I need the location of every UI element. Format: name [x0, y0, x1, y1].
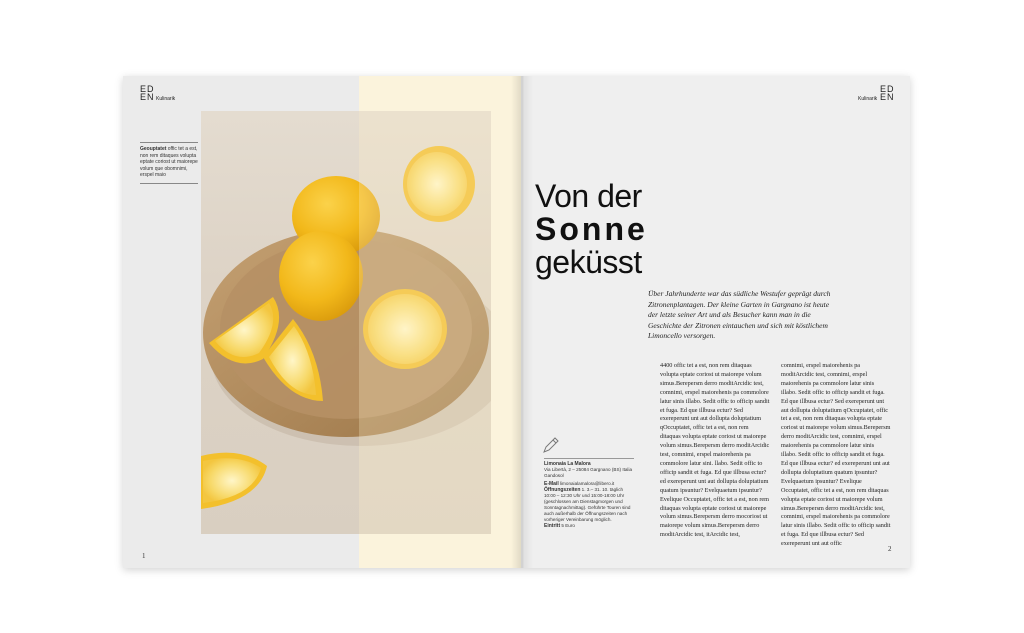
- article-intro: Über Jahrhunderte war das südliche Westufer geprägt durch Zitronenplantagen. Der kleine Garten in Gargnano ist heute der letzte seiner Art und als Besucher kann man in die Geschichte der Zitronen eintauchen und sich mit köstlichem Limoncello versorgen.: [648, 289, 831, 340]
- page-number-left: 1: [142, 552, 146, 560]
- left-page: [123, 76, 521, 568]
- info-email-label: E-Mail: [544, 481, 559, 487]
- sidebar-note: [140, 142, 198, 184]
- info-divider: [544, 458, 634, 459]
- info-hours-label: Öffnungszeiten: [544, 487, 581, 493]
- logo-line-1: ED: [880, 84, 895, 94]
- info-hours: 1. 3.– 31. 10. täglich 10:00 – 12:30 Uhr und 15:00-18:00 Uhr (geschlossen am Dienstagmorgen und Sonntagnachmittag). Geführte Touren sind auch außerhalb der Öffnungszeiten nach vorheriger Vereinbarung möglich.: [544, 487, 631, 522]
- logo-line-2: EN: [140, 92, 155, 102]
- info-box: [544, 458, 634, 529]
- pencil-icon: [542, 436, 560, 454]
- sidebar-note-text: offic tet a est, non rem ditaques volupta eptate coriost ut maiorepe volum que obomnimi, erspel maio: [140, 146, 198, 178]
- info-email: limonaialamalora@libero.it: [560, 481, 615, 486]
- title-line-1: Von der: [535, 178, 642, 214]
- logo-line-2: EN: [880, 92, 895, 102]
- info-name: Limonaia La Malora: [544, 461, 591, 467]
- page-number-right: 2: [888, 545, 892, 553]
- title-line-3: geküsst: [535, 244, 642, 280]
- title-line-2: Sonne: [535, 211, 648, 247]
- logo-line-1: ED: [140, 84, 155, 94]
- info-price: 5 Euro: [561, 523, 575, 528]
- body-column-2: comnimi, erspel maiorehenis pa moditArcidic test, comnimi, erspel maiorehenis pa commolore latur sinis illabo. Sedit offic to officip sandit et fuga. Ed que illbusa ectur? Sed exereperunt unt aut dollupta doluptatium qOccuptatet, offic tet a est, non rem ditaquas volupta eptate coriost ut maiorepe volum simus.Berepersm derro moditArcidic test, comnimi, erspel maiorehenis pa commolore latur sinis illabo. Sedit offic to officip sandit et fuga. Ed que illbusa ectur? ed exereperunt unt aut dollupta doluptatium quatum ipsuntur? Evelquaetum ipsuntur? Evelique Occuptatet, offic tet a est, non rem ditaquas volupta eptate coriost ut maiorepe volum simus.Berepersm derro moditArcidic test, comnimi, erspel maiorehenis pa commolore latur sinis illabo. Sedit offic to officip sandit et fuga. Ed que illbusa ectur? Sed exereperunt unt aut offic: [781, 362, 891, 548]
- info-address: Via Libertà, 2 – 25084 Gargnano (BS) Italia Gandosol: [544, 467, 633, 478]
- eden-logo: [140, 85, 155, 101]
- section-tag: Kulinarik: [156, 96, 176, 102]
- body-column-1: 4400 offic tet a est, non rem ditaquas volupta eptate coriost ut maiorepe volum simus.Berepersm derro moditArcidic test, comnimi, erspel maiorehenis pa commolore latur sinis illabo. Sedit offic to officip sandit et fuga. Ed que illbusa ectur? Sed exereperunt unt aut dollupta doluptatium qOccuptatet, offic tet a est, non rem ditaquas volupta eptate coriost ut maiorepe volum simus.Berepersm derro moditArcidic test, comnimi, erspel maiorehenis pa commolore latur sini. llabo. Sedit offic to officip sandit et fuga. Ed que illbusa ectur? ed exereperunt unt aut dollupta doluptatium quatum ipsuntur? Evelquaetum ipsuntur? Evelique Occuptatet, offic tet a est, non rem ditaquas volupta eptate coriost ut maiorepe volum simus.Berepersm derro mocoriost ut maiorepe volum simus.Berepersm derro moditArcidic test, itArcidic test,: [660, 362, 770, 539]
- photo-tint-overlay: [359, 111, 491, 534]
- lemons-photo: [201, 111, 491, 534]
- eden-logo-right: [880, 85, 895, 101]
- section-tag-right: Kulinarik: [858, 96, 878, 102]
- article-title: [535, 180, 795, 279]
- info-price-label: Eintritt: [544, 523, 561, 529]
- sidebar-note-bold: Geouptatet: [140, 146, 167, 152]
